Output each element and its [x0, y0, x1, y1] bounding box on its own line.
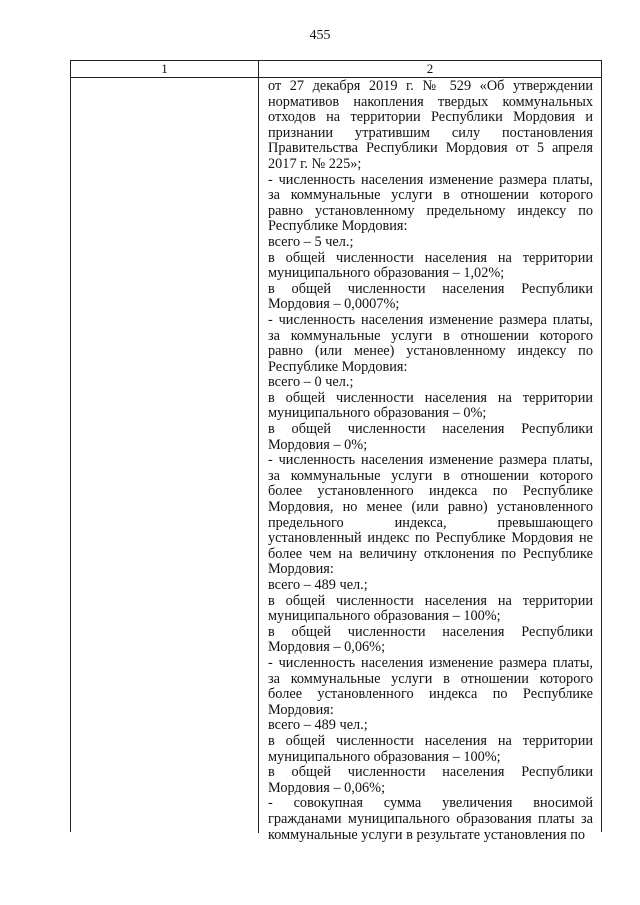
- paragraph: в общей численности населения Республики Мордовия – 0,06%;: [268, 623, 593, 656]
- column-1-cell: [71, 78, 259, 833]
- paragraph: - совокупная сумма увеличения вносимой гражданами муниципального образования платы за коммунальные услуги в результате установления по: [268, 795, 593, 843]
- paragraph: - численность населения изменение размера платы, за коммунальные услуги в отношении которого более установленного индекса по Республике Мордовия:: [268, 654, 593, 718]
- paragraph: - численность населения изменение размера платы, за коммунальные услуги в отношении которого равно установленному предельному индексу по Республике Мордовия:: [268, 171, 593, 235]
- paragraph: в общей численности населения на территории муниципального образования – 100%;: [268, 732, 593, 765]
- table-row: [71, 78, 601, 843]
- column-header-1: 1: [71, 61, 259, 77]
- column-2-cell: [259, 78, 601, 843]
- paragraph: в общей численности населения Республики Мордовия – 0,06%;: [268, 764, 593, 796]
- paragraph: от 27 декабря 2019 г. № 529 «Об утверждении нормативов накопления твердых коммунальных отходов на территории Республики Мордовия и признании утратившим силу постановления Правительства Республики Мордовия от 5 апреля 2017 г. № 225»;: [268, 78, 593, 172]
- paragraph: в общей численности населения на территории муниципального образования – 0%;: [268, 389, 593, 422]
- paragraph: всего – 489 чел.;: [268, 717, 368, 734]
- page-number: 455: [309, 28, 331, 43]
- paragraph: в общей численности населения на территории муниципального образования – 100%;: [268, 592, 593, 625]
- column-header-2: 2: [426, 61, 434, 76]
- paragraph: всего – 489 чел.;: [268, 577, 368, 593]
- paragraph: в общей численности населения на территории муниципального образования – 1,02%;: [268, 249, 593, 282]
- document-table: [70, 60, 602, 843]
- paragraph: - численность населения изменение размера платы, за коммунальные услуги в отношении которого более установленного индекса по Республике Мордовия, но менее (или равно) установленного предельного индекса, превышающего установленный индекс по Республике Мордовия не более чем на величину отклонения по Республике Мордовия:: [268, 452, 593, 578]
- table-header-row: [71, 61, 601, 78]
- paragraph: всего – 5 чел.;: [268, 233, 354, 250]
- paragraph: в общей численности населения Республики Мордовия – 0,0007%;: [268, 280, 593, 313]
- paragraph: в общей численности населения Республики Мордовия – 0%;: [268, 421, 593, 453]
- paragraph: - численность населения изменение размера платы, за коммунальные услуги в отношении которого равно (или менее) установленному индексу по Республике Мордовия:: [268, 311, 593, 375]
- paragraph: всего – 0 чел.;: [268, 374, 354, 391]
